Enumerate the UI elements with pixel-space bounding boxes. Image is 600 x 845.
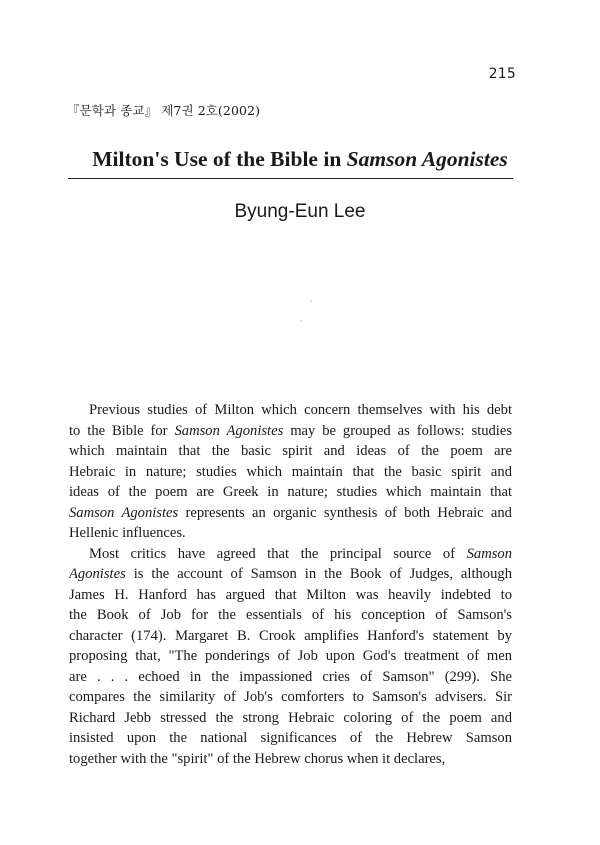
text-line: insisted upon the national significances of the Hebrew Samson [69,730,512,746]
article-title-italic: Samson Agonistes [346,147,508,171]
text-line: Hellenic influences. [69,525,186,541]
text-line: are . . . echoed in the impassioned cries of Samson" (299). She [69,668,512,685]
scan-speck [300,320,302,322]
text-line: ideas of the poem are Greek in nature; studies which maintain that [69,484,512,500]
text-line: Most critics have agreed that the principal source of Samson [89,545,512,562]
italic-title: Samson Agonistes [174,422,284,439]
scan-speck [310,300,312,302]
text-line: James H. Hanford has argued that Milton was heavily indebted to [69,586,512,603]
text-line: Agonistes is the account of Samson in the Book of Judges, although [69,566,512,582]
text-line: to the Bible for Samson Agonistes may be grouped as follows: studies [69,422,512,439]
title-rule [68,178,513,179]
article-author: Byung-Eun Lee [234,201,366,222]
text-line: Hebraic in nature; studies which maintain that the basic spirit and [69,463,512,480]
text-line: compares the similarity of Job's comforters to Samson's advisers. Sir [69,689,512,705]
article-title [0,146,600,172]
article-title-main: Milton's Use of the Bible in [92,147,347,171]
text-line: Samson Agonistes represents an organic synthesis of both Hebraic and [69,504,512,521]
italic-title: Samson [466,545,512,562]
text-line: together with the "spirit" of the Hebrew chorus when it declares, [69,750,446,767]
paragraph-1 [69,400,512,544]
text-line: the Book of Job for the essentials of his conception of Samson's [69,607,512,623]
journal-reference: 『문학과 종교』 제7권 2호(2002) [67,103,261,118]
body-text [69,400,512,769]
text-line: character (174). Margaret B. Crook amplifies Hanford's statement by [69,627,512,644]
italic-title: Samson Agonistes [69,504,179,521]
text-line: Previous studies of Milton which concern themselves with his debt [89,402,512,418]
text-line: Richard Jebb stressed the strong Hebraic coloring of the poem and [69,709,512,726]
paragraph-2 [69,544,512,770]
italic-title: Agonistes [69,566,126,582]
text-line: which maintain that the basic spirit and ideas of the poem are [69,443,512,459]
page-number: 215 [488,66,516,82]
text-line: proposing that, "The ponderings of Job upon God's treatment of men [69,648,512,664]
